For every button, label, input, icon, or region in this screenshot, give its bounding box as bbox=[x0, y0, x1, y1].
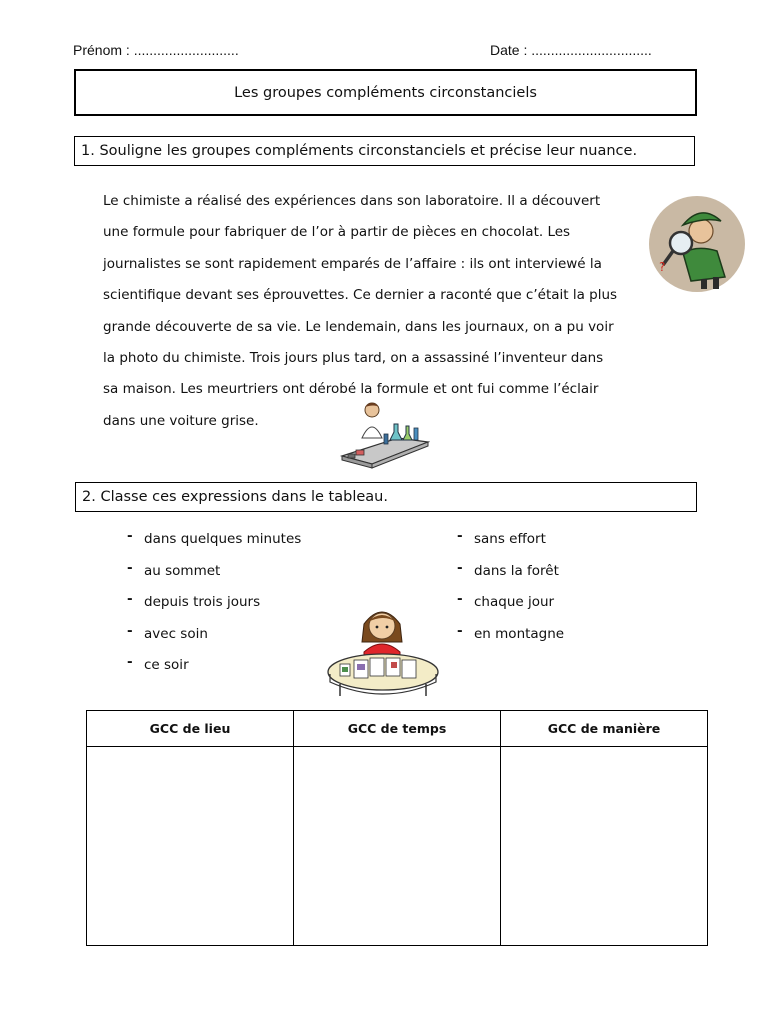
text-line: journalistes se sont rapidement emparés de l’affaire : ils ont interviewé la bbox=[103, 255, 602, 272]
chemist-icon bbox=[338, 398, 430, 470]
list-item: - depuis trois jours bbox=[127, 591, 261, 610]
exercise-1-instruction: 1. Souligne les groupes compléments circonstanciels et précise leur nuance. bbox=[74, 136, 695, 166]
text-line: dans une voiture grise. bbox=[103, 412, 259, 429]
page-title: Les groupes compléments circonstanciels bbox=[74, 69, 697, 116]
text-line: la photo du chimiste. Trois jours plus tard, on a assassiné l’inventeur dans bbox=[103, 350, 604, 367]
table-cell-temps[interactable] bbox=[294, 747, 501, 946]
text-line: sa maison. Les meurtriers ont dérobé la formule et ont fui comme l’éclair bbox=[103, 381, 599, 398]
list-item: - dans quelques minutes bbox=[127, 528, 302, 547]
date-field: Date : ............................... bbox=[490, 42, 652, 58]
text-line: scientifique devant ses éprouvettes. Ce dernier a raconté que c’était la plus bbox=[103, 287, 618, 304]
list-item: - avec soin bbox=[127, 622, 208, 642]
classification-table bbox=[86, 710, 708, 946]
list-item: - chaque jour bbox=[457, 591, 555, 610]
list-item: - en montagne bbox=[457, 622, 565, 642]
list-item: - ce soir bbox=[127, 654, 189, 673]
table-cell-lieu[interactable] bbox=[87, 747, 294, 946]
list-item: - dans la forêt bbox=[457, 559, 559, 579]
prenom-field: Prénom : ........................... bbox=[73, 42, 239, 58]
table-header-maniere: GCC de manière bbox=[501, 711, 708, 747]
text-line: une formule pour fabriquer de l’or à partir de pièces en chocolat. Les bbox=[103, 224, 571, 241]
detective-icon bbox=[645, 195, 749, 295]
list-item: - au sommet bbox=[127, 559, 221, 579]
list-item: - sans effort bbox=[457, 528, 546, 547]
exercise-2-instruction: 2. Classe ces expressions dans le tableau. bbox=[75, 482, 697, 512]
table-header-lieu: GCC de lieu bbox=[87, 711, 294, 747]
text-line: grande découverte de sa vie. Le lendemain, dans les journaux, on a pu voir bbox=[103, 318, 614, 335]
table-cell-maniere[interactable] bbox=[501, 747, 708, 946]
text-line: Le chimiste a réalisé des expériences dans son laboratoire. Il a découvert bbox=[103, 193, 601, 209]
expressions-list-right bbox=[457, 529, 564, 655]
table-header-temps: GCC de temps bbox=[294, 711, 501, 747]
expressions-list-left bbox=[127, 529, 301, 687]
girl-sorting-cards-icon bbox=[326, 602, 440, 700]
svg-text:?: ? bbox=[659, 260, 666, 274]
